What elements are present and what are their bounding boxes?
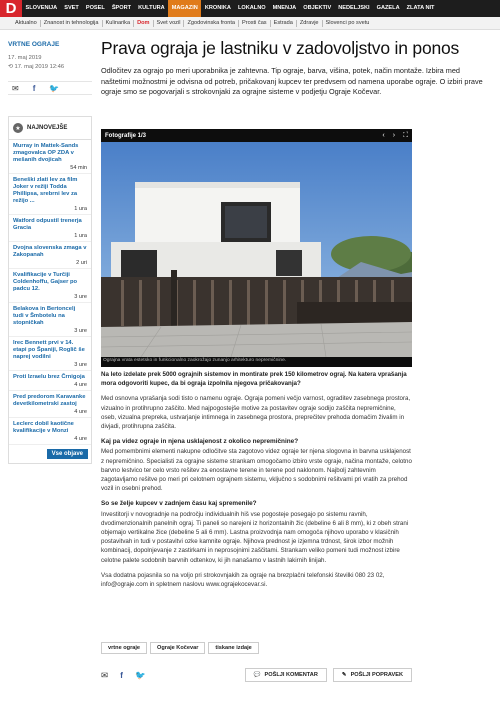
site-logo[interactable]: D	[0, 0, 22, 17]
latest-news-item-title[interactable]: Proti Izraelu brez Črnigoja	[13, 374, 85, 380]
topnav-item[interactable]: GAZELA	[376, 5, 400, 11]
section-link[interactable]: VRTNE OGRAJE	[8, 41, 60, 48]
latest-news-item[interactable]	[9, 418, 91, 445]
subnav-item[interactable]: Svet vozil	[154, 20, 185, 27]
subnav-item[interactable]: Zgodovinska fronta	[184, 20, 239, 27]
fullscreen-icon[interactable]: ⛶	[403, 131, 408, 139]
latest-news-item-time: 3 ure	[74, 328, 87, 334]
body-paragraph-1: Med osnovna vprašanja sodi tisto o namenu ograje. Ograja pomeni večjo varnost, ograditev zasebnega prostora, vizualno in protihrupno zaščito. Med najpogostejše motive za postavitev ograje sodijo zaščita nepremičnine, oseb, vizualna prepreka, ustvarjanje intimnega in zasebnega prostora, preprečitev prehoda domačim živalim in divjadi, protihrupna zaščita.	[101, 395, 411, 431]
top-navigation	[0, 0, 500, 17]
gallery-photo	[101, 142, 412, 357]
latest-news-item-time: 2 uri	[76, 260, 87, 266]
latest-news-item[interactable]	[9, 371, 91, 391]
latest-news-item-title[interactable]: Belakova in Bertoncelj tudi v Šmbotelu na stopničkah	[13, 306, 76, 326]
email-share-icon[interactable]: ✉	[12, 83, 19, 93]
latest-news-item-time: 3 ure	[74, 294, 87, 300]
latest-news-header	[9, 117, 91, 140]
tag-link[interactable]: Ograje Kočevar	[150, 642, 205, 654]
latest-news-widget	[8, 116, 92, 464]
latest-news-item-time: 4 ure	[74, 382, 87, 388]
latest-news-item[interactable]	[9, 269, 91, 303]
comment-icon: 💬	[253, 672, 261, 678]
subnav-item[interactable]: Kulinarika	[103, 20, 135, 27]
body-paragraph-4: Vsa dodatna pojasnila so na voljo pri strokovnjakih za ograje na brezplačni telefonski številki 080 23 02, info@ograje.com in spletnem naslovu www.ograjekocevar.si.	[101, 571, 385, 589]
subnav-item[interactable]: Slovenci po svetu	[325, 19, 370, 26]
update-date: 17. maj 2019 12:46	[14, 64, 65, 70]
clock-icon: ⟲	[8, 64, 15, 70]
subnav-item[interactable]: Estrada	[271, 20, 297, 27]
article-headline: Prava ograja je lastniku v zadovoljstvo in ponos	[101, 38, 460, 58]
topnav-item[interactable]: ŠPORT	[111, 5, 132, 11]
tag-link[interactable]: vrtne ograje	[101, 642, 147, 654]
latest-news-item-time: 4 ure	[74, 436, 87, 442]
body-subheading-1: Kaj pa videz ograje in njena usklajenost z okolico nepremičnine?	[101, 438, 299, 446]
article-main	[101, 38, 491, 98]
gallery-counter: Fotografije 1/3	[105, 132, 147, 139]
latest-news-item[interactable]	[9, 303, 91, 337]
facebook-share-icon[interactable]: f	[32, 83, 36, 93]
topnav-item[interactable]: KULTURA	[138, 5, 165, 11]
tag-link[interactable]: tiskane izdaje	[208, 642, 258, 654]
topnav-item[interactable]: OBJEKTIV	[303, 5, 332, 11]
all-posts-button[interactable]: Vse objave	[47, 449, 88, 459]
article-dates	[8, 54, 64, 72]
topnav-item[interactable]: MNENJA	[272, 5, 297, 11]
edit-icon: ✎	[341, 672, 347, 678]
latest-news-item[interactable]	[9, 337, 91, 371]
latest-news-title: NAJNOVEJŠE	[27, 125, 68, 131]
latest-news-item-title[interactable]: Leclerc dobil kaotične kvalifikacije v Monzi	[13, 421, 74, 434]
facebook-share-icon[interactable]: f	[120, 669, 123, 680]
latest-news-item[interactable]	[9, 140, 91, 174]
prev-arrow-icon[interactable]: ‹	[382, 131, 385, 139]
share-row-bottom	[101, 668, 412, 682]
publish-date: 17. maj 2019	[8, 55, 42, 61]
topnav-item[interactable]: SLOVENIJA	[25, 5, 58, 11]
latest-news-item-time: 1 ura	[74, 206, 87, 212]
body-intro: Na leto izdelate prek 5000 ograjnih sistemov in montirate prek 150 kilometrov ograj. Na katera vprašanja mora odgovoriti kupec, da bi ograja izpolnila njegova pričakovanja?	[101, 371, 407, 388]
topnav-item[interactable]: NEDELJSKI	[338, 5, 370, 11]
body-paragraph-2: Med pomembnimi elementi nakupne odločitve sta zagotovo videz ograje ter njena slogovna in barvna usklajenost z nepremičnino. Specialisti za ograjne sisteme strankam omogočamo izbiro vrste ograje, načina montaže, celotno barvno lestvico ter celo vrsto rešitev za enostavne terene in terene pod naklonom. Najbolj zahtevnim zagotavljamo rešitve po meri pri celotnem ograjnem sistemu, vključno s sodobnimi rešitvami pri vratih za prehod vozil in osebni prehod.	[101, 448, 412, 493]
latest-news-item-title[interactable]: Watford odpustil trenerja Gracia	[13, 218, 82, 231]
topnav-item[interactable]: POSEL	[85, 5, 105, 11]
latest-news-item-title[interactable]: Pred predorom Karavanke devetkilometrski zastoj	[13, 394, 86, 407]
next-arrow-icon[interactable]: ›	[392, 131, 396, 139]
topnav-item[interactable]: KRONIKA	[204, 5, 231, 11]
photo-gallery[interactable]	[101, 129, 412, 367]
photo-caption: Ograjna vrata estetsko in funkcionalno zaokrožajo zunanjo arhitekturo nepremičnine.	[103, 358, 287, 363]
latest-news-item-title[interactable]: Beneški zlati lev za film Joker v režiji Todda Phillipsa, srebrni lev za režijo ...	[13, 177, 78, 204]
topnav-item[interactable]: MAGAZIN	[168, 0, 201, 17]
twitter-share-icon[interactable]: 🐦	[134, 669, 146, 680]
body-subheading-2: So se želje kupcev v zadnjem času kaj spremenile?	[101, 500, 257, 508]
latest-news-item-title[interactable]: Irec Bennett prvi v 14. etapi po Španiji, Roglič še naprej vodilni	[13, 340, 85, 360]
send-correction-button[interactable]: ✎ POŠLJI POPRAVEK	[333, 668, 412, 682]
latest-news-item[interactable]	[9, 174, 91, 215]
body-paragraph-3: Investitorji v novogradnje na področju individualnih hiš vse pogosteje posegajo po sistemu ravnih, dvodimenzionalnih panelnih ograj. Ti paneli so narejeni iz horizontalnih žic (debeline 6 ali 8 mm), ki z obeh strani objemajo vertikalne žice (debeline 5 ali 6 mm). Lastna proizvodnja nam omogoča njihovo uporabo v klasičnih postavitvah in tudi v postavitvi ozke kamnite ograje. Njihova prednost je izjemna trdnost, širok izbor možnih kombinacij, dopolnjevanje z zastirkami in neprosojnimi zaščitami. Strankam veliko pomeni tudi možnost izbire celotne palete sodobnih barvnih odtenkov, ki jih nanašamo v lastnih lakirnih linijah.	[101, 510, 409, 564]
subnav-item[interactable]: Dom	[134, 20, 153, 27]
latest-news-item-title[interactable]: Kvalifikacije v Turčiji Coldenhoffu, Gajser po padcu 12.	[13, 272, 78, 292]
sub-navigation	[0, 17, 500, 30]
article-body	[101, 370, 412, 595]
subnav-item[interactable]: Zdravje	[297, 20, 323, 27]
article-tags	[101, 642, 259, 654]
latest-news-item-time: 54 min	[70, 165, 87, 171]
article-lead: Odločitev za ograjo po meri uporabnika je zahtevna. Tip ograje, barva, višina, potek, način montaže. Izbira med naštetimi možnostmi je odvisna od potreb, pričakovanj kupcev ter predvsem od namena uporabe ograje. O izbiri prave ograje smo se pogovarjali s strokovnjaki za ograjne sisteme v podjetju Ograje Kočevar.	[101, 66, 483, 97]
latest-news-item-title[interactable]: Dvojna slovenska zmaga v Zakopanah	[13, 245, 87, 258]
send-comment-button[interactable]: 💬 POŠLJI KOMENTAR	[245, 668, 327, 682]
latest-news-item[interactable]	[9, 242, 91, 269]
latest-news-item-time: 3 ure	[74, 362, 87, 368]
house-fence-photo	[101, 142, 412, 357]
twitter-share-icon[interactable]: 🐦	[49, 83, 60, 93]
topnav-item[interactable]: ZLATA NIT	[406, 5, 435, 11]
star-icon: ★	[13, 123, 23, 133]
subnav-item[interactable]: Aktualno	[12, 20, 41, 27]
gallery-toolbar	[101, 129, 412, 142]
topnav-item[interactable]: SVET	[64, 5, 79, 11]
latest-news-item-time: 1 ura	[74, 233, 87, 239]
latest-news-item[interactable]	[9, 215, 91, 242]
latest-news-item-time: 4 ure	[74, 409, 87, 415]
topnav-item[interactable]: LOKALNO	[237, 5, 266, 11]
latest-news-item[interactable]	[9, 391, 91, 418]
share-row-top	[8, 81, 92, 95]
latest-news-item-title[interactable]: Murray in Mattek-Sands zmagovalca OP ZDA v mešanih dvojicah	[13, 143, 79, 163]
subnav-item[interactable]: Znanost in tehnologija	[41, 20, 103, 27]
email-share-icon[interactable]: ✉	[101, 669, 109, 680]
subnav-item[interactable]: Prosti čas	[239, 20, 271, 27]
